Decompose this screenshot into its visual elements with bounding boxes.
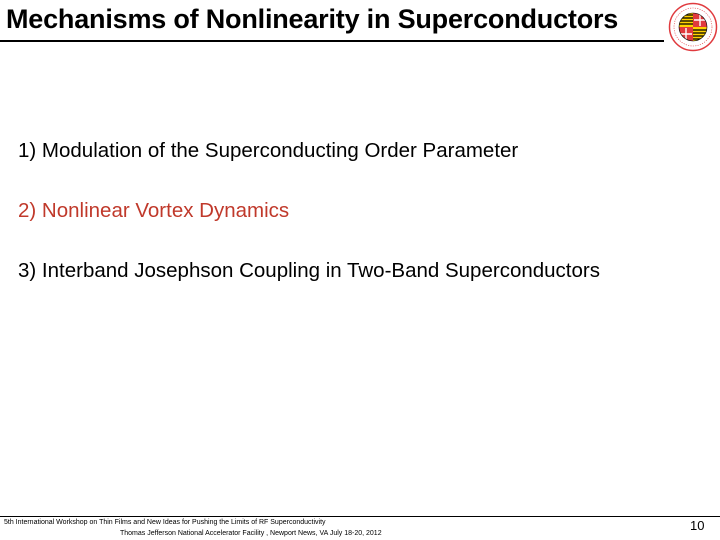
- footer-event-name: 5th International Workshop on Thin Films and New Ideas for Pushing the Limits of RF Superconductivity: [4, 519, 326, 526]
- university-seal-icon: [668, 2, 718, 52]
- bullet-item-2: 2) Nonlinear Vortex Dynamics: [18, 199, 290, 222]
- bullet-item-1: 1) Modulation of the Superconducting Order Parameter: [18, 139, 519, 162]
- page-number: 10: [690, 518, 705, 533]
- title-divider: [0, 40, 664, 42]
- slide-title: Mechanisms of Nonlinearity in Superconductors: [6, 4, 619, 34]
- footer-venue-date: Thomas Jefferson National Accelerator Facility , Newport News, VA July 18-20, 2012: [120, 530, 382, 537]
- bullet-list: [18, 136, 600, 316]
- bullet-item-3: 3) Interband Josephson Coupling in Two-Band Superconductors: [18, 259, 600, 282]
- footer-divider: [0, 516, 720, 517]
